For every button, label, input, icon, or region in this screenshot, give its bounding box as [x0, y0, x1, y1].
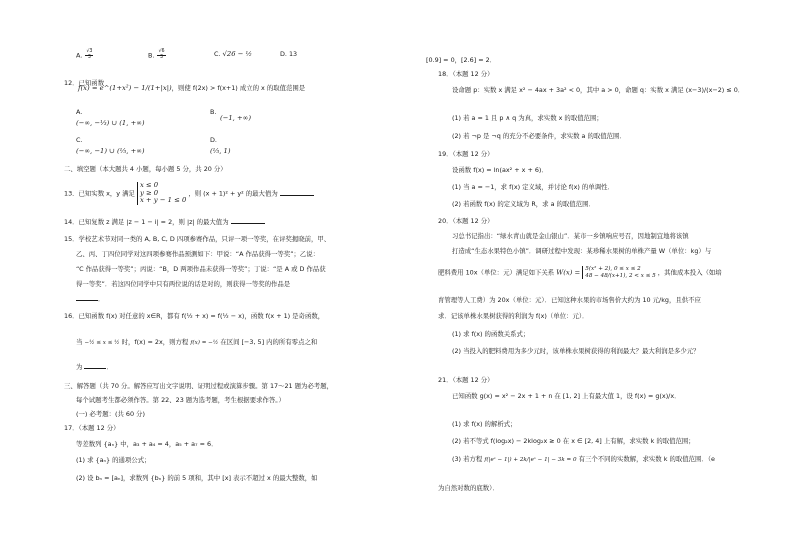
section-3-required: (一) 必考题：(共 60 分)	[76, 410, 145, 418]
q19-part-1: (1) 当 a = −1，求 f(x) 定义域，并讨论 f(x) 的单调性．	[452, 183, 614, 191]
q13-answer-blank[interactable]	[280, 189, 314, 196]
q16-line-1: 16．已知函数 f(x) 对任意的 x∈R，都有 f(½ + x) = f(½ − x)，函数 f(x + 1) 是奇函数，	[64, 312, 325, 320]
q20-line-4: 育管理等人工费）为 20x（单位：元）．已知这种水果的市场售价大约为 10 元/kg，且供不应	[438, 296, 701, 304]
section-3-line-2: 每个试题考生都必须作答。第 22、23 题为选考题，考生根据要求作答。）	[76, 396, 285, 404]
q21-part-2: (2) 若不等式 f(log₂x) − 2klog₂x ≥ 0 在 x ∈ [2, 4] 上有解，求实数 k 的取值范围；	[452, 437, 695, 445]
q12-option-d: (⅓, 1)	[210, 147, 231, 155]
q16-line-2: 当 −½ ≤ x ≤ ½ 时，f(x) = 2x，则方程 f(x) = −½ 在区间 [−3, 5] 内的所有零点之和	[76, 338, 318, 346]
q11-option-b: B. $\frac{√6}{3}$	[148, 49, 165, 60]
q12-option-c-label: C.	[76, 136, 83, 144]
q19-part-2: (2) 若函数 f(x) 的定义域为 R，求 a 的取值范围．	[452, 200, 595, 208]
q20-line-1: 习总书记指出：“绿水青山就是金山银山”．某市一乡镇响应号召，因地制宜地将该镇	[452, 232, 689, 240]
q15-line-1: 15．学校艺术节对同一类的 A, B, C, D 四项参赛作品，只评一项一等奖，在评奖揭晓前，甲、	[64, 235, 331, 243]
q12-option-b-label: B.	[210, 108, 217, 116]
q15-line-4: 得一等奖”．若这四位同学中只有两位说的话是对的，则获得一等奖的作品是	[76, 280, 291, 288]
q12-option-c: (−∞, −1) ∪ (⅓, +∞)	[76, 147, 145, 155]
q15-answer-blank[interactable]	[76, 294, 98, 301]
q18-part-1: (1) 若 a = 1 且 p ∧ q 为真，求实数 x 的取值范围；	[452, 114, 603, 122]
q20-line-3: 肥料费用 10x（单位：元）满足如下关系 W(x) = 5(x² + 2), 0 ≤ x ≤ 2 48 − 48/(x+1), 2 < x ≤ 5 ，其他成本投入（如培	[438, 266, 722, 279]
q20-line-5: 求．记该单株水果树获得的利润为 f(x)（单位：元）．	[438, 312, 589, 320]
q13-constraint-system: x ≤ 0 y ≥ 0 x + y − 1 ≤ 0	[137, 182, 186, 205]
section-2-heading: 二、填空题（本大题共 4 小题，每小题 5 分，共 20 分）	[64, 165, 227, 173]
section-3-line-1: 三、解答题（共 70 分。解答应写出文字说明、证明过程或演算步骤。第 17～21 题为必考题，	[64, 382, 333, 390]
q13: 13．已知实数 x，y 满足 x ≤ 0 y ≥ 0 x + y − 1 ≤ 0 ，则 (x + 1)² + y² 的最大值为	[64, 182, 314, 205]
q20-line-2: 打造成“生态水果特色小镇”．调研过程中发现：某珍稀水果树的单株产量 W（单位：kg）与	[452, 247, 712, 255]
q18-heading: 18．（本题 12 分）	[438, 70, 494, 78]
q12-option-b: (−1, +∞)	[220, 114, 252, 122]
q15-line-2: 乙、丙、丁四位同学对这四项参赛作品预测如下：甲说：“A 作品获得一等奖”；乙说：	[76, 250, 320, 258]
q20-part-2: (2) 当投入的肥料费用为多少元时，该单株水果树获得的利润最大？最大利润是多少元？	[452, 347, 700, 355]
q21-part-3: (3) 若方程 f(|eˣ − 1|) + 2k/|eˣ − 1| − 3k = 0 有三个不同的实数解，求实数 k 的取值范围．（e	[452, 455, 715, 463]
q21-heading: 21．（本题 12 分）	[438, 376, 494, 384]
q15-line-3: “C 作品获得一等奖”；丙说：“B，D 两项作品未获得一等奖”；丁说：“是 A 或 D 作品获	[76, 265, 326, 273]
q14-answer-blank[interactable]	[231, 217, 265, 224]
q11-option-a: A. $\frac{√3}{3}$	[76, 49, 93, 60]
q11-option-c: C. √26 − ½	[214, 50, 253, 58]
q20-part-1: (1) 求 f(x) 的函数关系式；	[452, 330, 530, 338]
q18-part-2: (2) 若 ¬p 是 ¬q 的充分不必要条件，求实数 a 的取值范围．	[452, 132, 626, 140]
q12-option-a: (−∞, −⅓) ∪ (1, +∞)	[76, 119, 145, 127]
q17-part-2: (2) 设 bₙ = [aₙ]，求数列 {bₙ} 的前 5 项和，其中 [x] 表示不超过 x 的最大整数，如	[76, 474, 318, 482]
q17-part-1: (1) 求 {aₙ} 的通项公式；	[76, 456, 151, 464]
q17-heading: 17．（本题 12 分）	[64, 424, 120, 432]
q21-part-1: (1) 求 f(x) 的解析式；	[452, 420, 517, 428]
q21-stem: 已知函数 g(x) = x² − 2x + 1 + n 在 [1, 2] 上有最大值 1，设 f(x) = g(x)/x．	[452, 392, 681, 400]
q15-answer-blank-row: ．	[76, 294, 104, 303]
q12-option-d-label: D.	[210, 136, 217, 144]
q12-function: f(x) = e^(1+x²) − 1/(1+|x|)，则使 f(2x) > f(x+1) 成立的 x 的取值范围是	[78, 84, 306, 92]
q16-line-3: 为 ．	[76, 363, 113, 371]
q17-continued: [0.9] = 0，[2.6] = 2．	[426, 56, 497, 64]
q20-piecewise: 5(x² + 2), 0 ≤ x ≤ 2 48 − 48/(x+1), 2 < x ≤ 5	[582, 266, 655, 279]
q16-answer-blank[interactable]	[84, 362, 106, 369]
q17-stem: 等差数列 {aₙ} 中，a₃ + a₄ = 4，a₅ + a₇ = 6．	[76, 440, 218, 448]
q19-heading: 19．（本题 12 分）	[438, 150, 494, 158]
q12-stem: 12．已知函数	[64, 79, 105, 87]
q11-option-d: D. 13	[280, 50, 298, 58]
q20-heading: 20．（本题 12 分）	[438, 217, 494, 225]
q11-b-fraction: $\frac{√6}{3}$	[158, 49, 165, 60]
q18-stem: 设命题 p：实数 x 满足 x² − 4ax + 3a² < 0，其中 a > 0，命题 q：实数 x 满足 (x−3)/(x−2) ≤ 0．	[452, 86, 745, 94]
q19-stem: 设函数 f(x) = ln(ax² + x + 6)．	[452, 166, 548, 174]
q11-a-fraction: $\frac{√3}{3}$	[86, 49, 93, 60]
q14: 14．已知复数 z 满足 |z − 1 − i| = 2，则 |z| 的最大值为	[64, 217, 265, 226]
q12-option-a-label: A.	[76, 108, 83, 116]
q21-footnote: 为自然对数的底数）．	[438, 484, 499, 492]
